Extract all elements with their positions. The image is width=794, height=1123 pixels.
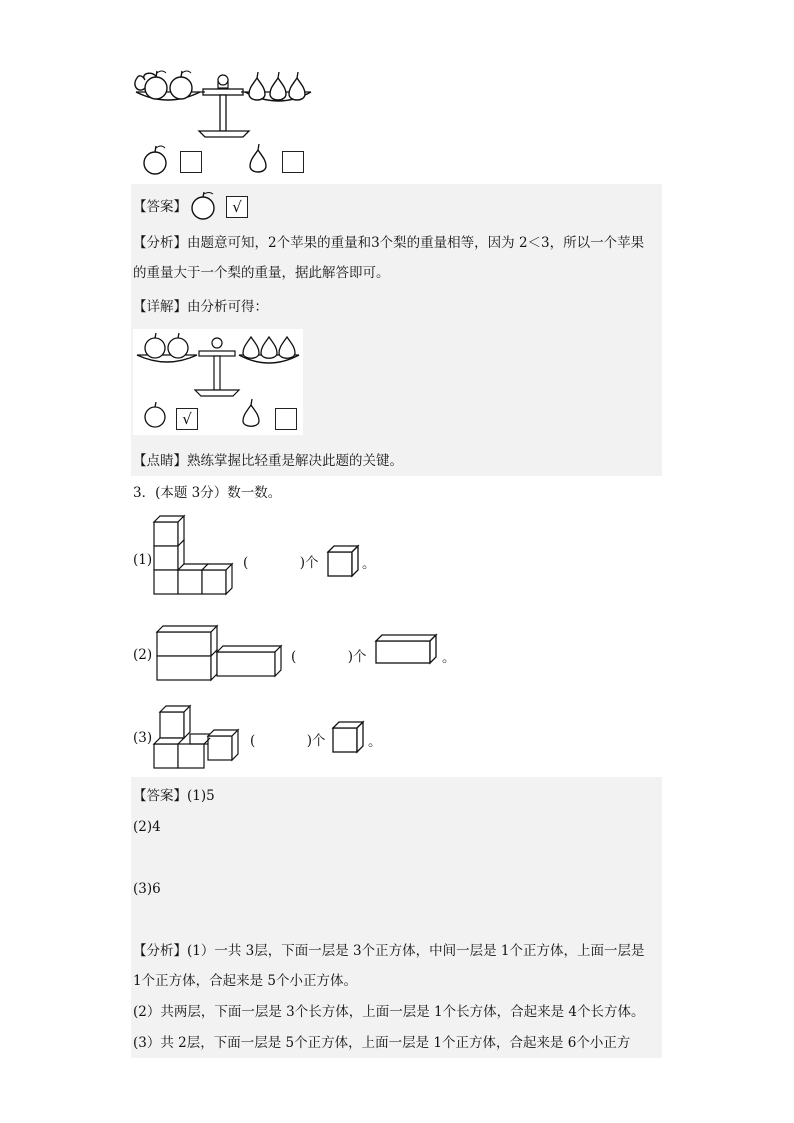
key-point: 【点睛】熟练掌握比轻重是解决此题的关键。: [133, 453, 403, 469]
cube-icon: [326, 544, 360, 578]
q3-analysis-line-1: 【分析】(1）一共 3层，下面一层是 3个正方体，中间一层是 1个正方体，上面一层是: [133, 943, 645, 959]
item-3-end: 。: [368, 734, 382, 750]
apple-icon: [189, 192, 219, 220]
q3-analysis-line-4: (3）共 2层，下面一层是 5个正方体，上面一层是 1个正方体，合起来是 6个小正方: [133, 1035, 631, 1051]
answer-1: 【答案】(1)5: [133, 788, 215, 804]
detail-heading: 【详解】由分析可得：: [133, 299, 268, 315]
item-2-answer-blank[interactable]: ( )个: [291, 649, 367, 665]
q3-analysis-line-3: (2）共两层，下面一层是 3个长方体，上面一层是 1个长方体，合起来是 4个长方体。: [133, 1004, 645, 1020]
answer-check-box: √: [226, 196, 248, 218]
item-1-end: 。: [362, 556, 376, 572]
q3-analysis-line-2: 1个正方体，合起来是 5个小正方体。: [133, 973, 357, 989]
answer-label: 【答案】: [133, 199, 187, 215]
detail-apple-check-box: √: [176, 408, 198, 430]
item-1-answer-blank[interactable]: ( )个: [243, 555, 319, 571]
cube-stack-figure-3: [152, 704, 242, 770]
answer-3: (3)6: [133, 881, 161, 897]
answer-2: (2)4: [133, 819, 161, 835]
detail-pear-box: [275, 408, 297, 430]
cube-icon: [331, 720, 365, 754]
cuboid-icon: [374, 633, 440, 667]
item-3-answer-blank[interactable]: ( )个: [250, 733, 326, 749]
pear-answer-box[interactable]: [282, 151, 304, 173]
apple-answer-box[interactable]: [180, 151, 202, 173]
cube-stack-figure-1: [152, 514, 236, 598]
item-1-label: (1): [133, 552, 153, 568]
analysis-line-2: 的重量大于一个梨的重量，据此解答即可。: [133, 265, 390, 281]
item-2-end: 。: [442, 650, 456, 666]
item-2-label: (2): [133, 647, 153, 663]
cuboid-stack-figure-2: [155, 624, 285, 684]
question-3-title: 3．(本题 3分）数一数。: [133, 485, 282, 501]
analysis-line-1: 【分析】由题意可知，2个苹果的重量和3个梨的重量相等，因为 2＜3，所以一个苹果: [133, 235, 645, 251]
item-3-label: (3): [133, 730, 153, 746]
